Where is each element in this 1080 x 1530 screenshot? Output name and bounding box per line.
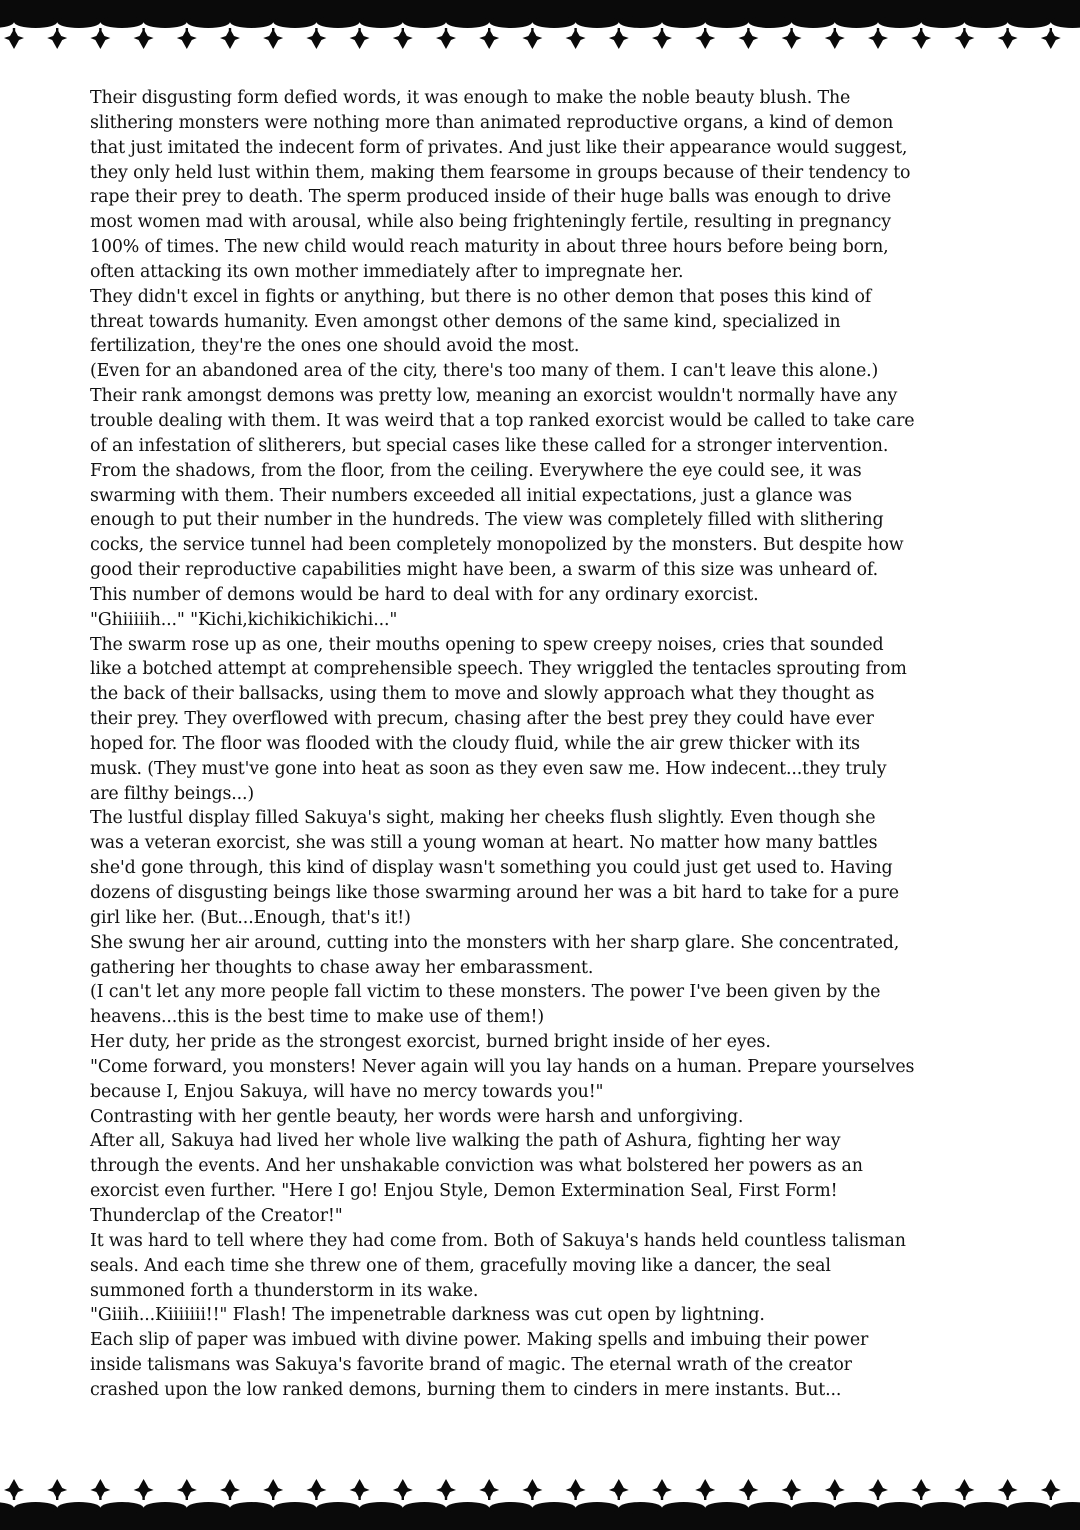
border-scallop bbox=[619, 1502, 662, 1514]
border-scallop bbox=[792, 1502, 835, 1514]
text-line: slithering monsters were nothing more than animated reproductive organs, a kind of demon bbox=[90, 112, 894, 133]
ornament-stem bbox=[488, 1488, 490, 1500]
text-line: heavens...this is the best time to make use of them!) bbox=[90, 1007, 545, 1028]
border-scallop bbox=[964, 16, 1007, 28]
text-line: 100% of times. The new child would reach maturity in about three hours before being born, bbox=[90, 237, 889, 258]
border-scallop bbox=[187, 1502, 230, 1514]
text-line: good their reproductive capabilities might have been, a swarm of this size was unheard of. bbox=[90, 560, 878, 581]
border-scallop bbox=[489, 16, 532, 28]
ornament-stem bbox=[704, 1488, 706, 1500]
border-scallop bbox=[964, 1502, 1007, 1514]
text-line: their prey. They overflowed with precum, chasing after the best prey they could have ever bbox=[90, 709, 874, 730]
ornament-stem bbox=[142, 28, 144, 40]
text-line: seals. And each time she threw one of them, gracefully moving like a dancer, the seal bbox=[90, 1255, 831, 1276]
text-line: The swarm rose up as one, their mouths opening to spew creepy noises, cries that sounded bbox=[90, 634, 884, 655]
text-line: because I, Enjou Sakuya, will have no mercy towards you!" bbox=[90, 1081, 604, 1102]
border-scallop bbox=[576, 16, 619, 28]
text-line: After all, Sakuya had lived her whole live walking the path of Ashura, fighting her way bbox=[90, 1131, 841, 1152]
border-scallop bbox=[230, 16, 273, 28]
text-line: Contrasting with her gentle beauty, her words were harsh and unforgiving. bbox=[90, 1106, 744, 1127]
ornament-stem bbox=[229, 1488, 231, 1500]
border-scallop bbox=[360, 16, 403, 28]
border-scallop bbox=[921, 1502, 964, 1514]
ornament-stem bbox=[1006, 28, 1008, 40]
border-scallop bbox=[1008, 16, 1051, 28]
text-line: enough to put their number in the hundreds. The view was completely filled with slithering bbox=[90, 510, 884, 531]
text-line: The lustful display filled Sakuya's sight, making her cheeks flush slightly. Even though she bbox=[90, 808, 876, 829]
ornament-stem bbox=[186, 1488, 188, 1500]
ornament-stem bbox=[661, 28, 663, 40]
ornament-stem bbox=[13, 28, 15, 40]
text-line: Their rank amongst demons was pretty low, meaning an exorcist wouldn't normally have any bbox=[90, 386, 898, 407]
text-line: trouble dealing with them. It was weird that a top ranked exorcist would be called to take care bbox=[90, 410, 915, 431]
text-line: (I can't let any more people fall victim to these monsters. The power I've been given by the bbox=[90, 982, 881, 1003]
text-line: This number of demons would be hard to deal with for any ordinary exorcist. bbox=[90, 584, 759, 605]
border-scallop bbox=[921, 16, 964, 28]
ornament-stem bbox=[402, 28, 404, 40]
ornament-stem bbox=[834, 28, 836, 40]
text-line: the back of their ballsacks, using them to move and slowly approach what they thought as bbox=[90, 684, 875, 705]
ornament-stem bbox=[877, 28, 879, 40]
text-line: "Come forward, you monsters! Never again will you lay hands on a human. Prepare yourselves bbox=[90, 1056, 915, 1077]
border-scallop bbox=[273, 1502, 316, 1514]
border-scallop bbox=[100, 16, 143, 28]
text-line: hoped for. The floor was flooded with the cloudy fluid, while the air grew thicker with its bbox=[90, 733, 860, 754]
border-scallop bbox=[576, 1502, 619, 1514]
ornament-stem bbox=[315, 28, 317, 40]
text-line: They didn't excel in fights or anything, but there is no other demon that poses this kind of bbox=[90, 286, 872, 307]
border-scallop bbox=[230, 1502, 273, 1514]
border-scallop bbox=[748, 16, 791, 28]
text-line: Thunderclap of the Creator!" bbox=[90, 1205, 343, 1226]
ornament-stem bbox=[99, 1488, 101, 1500]
text-line: that just imitated the indecent form of privates. And just like their appearance would suggest, bbox=[90, 137, 908, 158]
text-line: musk. (They must've gone into heat as soon as they even saw me. How indecent...they truly bbox=[90, 758, 887, 779]
ornament-stem bbox=[661, 1488, 663, 1500]
text-line: crashed upon the low ranked demons, burning them to cinders in mere instants. But... bbox=[90, 1379, 842, 1400]
border-scallop bbox=[835, 16, 878, 28]
text-line: Her duty, her pride as the strongest exorcist, burned bright inside of her eyes. bbox=[90, 1032, 771, 1053]
ornament-stem bbox=[1050, 28, 1052, 40]
ornament-stem bbox=[834, 1488, 836, 1500]
top-ornamental-border bbox=[0, 0, 1080, 58]
text-line: they only held lust within them, making them fearsome in groups because of their tendency to bbox=[90, 162, 911, 183]
border-scallop bbox=[878, 16, 921, 28]
text-line: "Giiih...Kiiiiiii!!" Flash! The impenetrable darkness was cut open by lightning. bbox=[90, 1305, 765, 1326]
border-scallop bbox=[705, 1502, 748, 1514]
ornament-stem bbox=[531, 28, 533, 40]
ornament-stem bbox=[445, 1488, 447, 1500]
border-scallop bbox=[360, 1502, 403, 1514]
ornament-stem bbox=[1006, 1488, 1008, 1500]
border-scallop bbox=[57, 16, 100, 28]
ornament-stem bbox=[747, 28, 749, 40]
text-line: fertilization, they're the ones one should avoid the most. bbox=[90, 336, 580, 357]
ornament-stem bbox=[13, 1488, 15, 1500]
ornament-stem bbox=[920, 1488, 922, 1500]
ornament-stem bbox=[704, 28, 706, 40]
border-scallop bbox=[316, 1502, 359, 1514]
ornament-stem bbox=[790, 28, 792, 40]
border-scallop bbox=[14, 1502, 57, 1514]
ornament-stem bbox=[358, 1488, 360, 1500]
ornament-stem bbox=[272, 28, 274, 40]
ornament-stem bbox=[790, 1488, 792, 1500]
text-line: of an infestation of slitherers, but special cases like these called for a stronger intervention. bbox=[90, 435, 889, 456]
ornament-stem bbox=[445, 28, 447, 40]
border-scallop bbox=[403, 16, 446, 28]
ornament-stem bbox=[186, 28, 188, 40]
text-line: most women mad with arousal, while also being frighteningly fertile, resulting in pregnancy bbox=[90, 212, 891, 233]
text-line: through the events. And her unshakable conviction was what bolstered her powers as an bbox=[90, 1156, 863, 1177]
ornament-stem bbox=[531, 1488, 533, 1500]
ornament-stem bbox=[877, 1488, 879, 1500]
ornament-stem bbox=[272, 1488, 274, 1500]
border-scallop bbox=[662, 16, 705, 28]
border-scallop bbox=[144, 16, 187, 28]
text-line: (Even for an abandoned area of the city, there's too many of them. I can't leave this alone.) bbox=[90, 361, 879, 382]
border-scallop bbox=[446, 16, 489, 28]
ornament-stem bbox=[747, 1488, 749, 1500]
border-scallop bbox=[835, 1502, 878, 1514]
text-line: summoned forth a thunderstorm in its wake. bbox=[90, 1280, 479, 1301]
ornament-stem bbox=[56, 1488, 58, 1500]
ornament-stem bbox=[56, 28, 58, 40]
top-border-ornaments bbox=[0, 0, 1080, 58]
text-line: Their disgusting form defied words, it was enough to make the noble beauty blush. The bbox=[90, 88, 851, 108]
border-scallop bbox=[403, 1502, 446, 1514]
ornament-stem bbox=[618, 1488, 620, 1500]
ornament-stem bbox=[618, 28, 620, 40]
text-line: Each slip of paper was imbued with divine power. Making spells and imbuing their power bbox=[90, 1330, 869, 1351]
text-line: are filthy beings...) bbox=[90, 783, 255, 804]
text-line: From the shadows, from the floor, from the ceiling. Everywhere the eye could see, it was bbox=[90, 460, 862, 481]
ornament-stem bbox=[574, 28, 576, 40]
text-line: "Ghiiiiih..." "Kichi,kichikichikichi..." bbox=[90, 609, 398, 630]
border-scallop bbox=[14, 16, 57, 28]
border-scallop bbox=[144, 1502, 187, 1514]
text-line: rape their prey to death. The sperm produced inside of their huge balls was enough to drive bbox=[90, 187, 892, 208]
ornament-stem bbox=[315, 1488, 317, 1500]
ornament-stem bbox=[920, 28, 922, 40]
border-scallop bbox=[1008, 1502, 1051, 1514]
border-scallop bbox=[446, 1502, 489, 1514]
text-line: swarming with them. Their numbers exceeded all initial expectations, just a glance was bbox=[90, 485, 852, 506]
text-line: She swung her air around, cutting into the monsters with her sharp glare. She concentrated, bbox=[90, 932, 900, 953]
border-scallop bbox=[187, 16, 230, 28]
text-line: dozens of disgusting beings like those swarming around her was a bit hard to take for a pure bbox=[90, 883, 899, 903]
text-line: girl like her. (But...Enough, that's it!) bbox=[90, 907, 411, 928]
text-line: gathering her thoughts to chase away her embarassment. bbox=[90, 957, 594, 978]
text-line: It was hard to tell where they had come from. Both of Sakuya's hands held countless talisman bbox=[90, 1230, 906, 1251]
border-scallop bbox=[489, 1502, 532, 1514]
ornament-stem bbox=[99, 28, 101, 40]
ornament-stem bbox=[402, 1488, 404, 1500]
border-scallop bbox=[705, 16, 748, 28]
border-scallop bbox=[100, 1502, 143, 1514]
border-scallop bbox=[57, 1502, 100, 1514]
ornament-stem bbox=[574, 1488, 576, 1500]
border-scallop bbox=[748, 1502, 791, 1514]
border-scallop bbox=[273, 16, 316, 28]
border-scallop bbox=[532, 1502, 575, 1514]
ornament-stem bbox=[963, 28, 965, 40]
story-text-block bbox=[90, 86, 1002, 1403]
ornament-stem bbox=[963, 1488, 965, 1500]
border-scallop bbox=[316, 16, 359, 28]
border-scallop bbox=[792, 16, 835, 28]
text-line: cocks, the service tunnel had been completely monopolized by the monsters. But despite how bbox=[90, 535, 904, 556]
text-line: was a veteran exorcist, she was still a young woman at heart. No matter how many battles bbox=[90, 833, 878, 854]
border-scallop bbox=[878, 1502, 921, 1514]
ornament-stem bbox=[488, 28, 490, 40]
text-line: often attacking its own mother immediately after to impregnate her. bbox=[90, 261, 684, 282]
ornament-stem bbox=[229, 28, 231, 40]
text-line: inside talismans was Sakuya's favorite brand of magic. The eternal wrath of the creator bbox=[90, 1355, 852, 1376]
bottom-ornamental-border bbox=[0, 1462, 1080, 1530]
text-line: she'd gone through, this kind of display wasn't something you could just get used to. Having bbox=[90, 858, 893, 879]
ornament-stem bbox=[1050, 1488, 1052, 1500]
border-scallop bbox=[532, 16, 575, 28]
text-line: like a botched attempt at comprehensible speech. They wriggled the tentacles sprouting from bbox=[90, 659, 907, 680]
border-scallop bbox=[619, 16, 662, 28]
border-scallop bbox=[662, 1502, 705, 1514]
bottom-border-ornaments bbox=[0, 1462, 1080, 1530]
ornament-stem bbox=[358, 28, 360, 40]
text-line: exorcist even further. "Here I go! Enjou Style, Demon Extermination Seal, First Form! bbox=[90, 1181, 838, 1202]
text-line: threat towards humanity. Even amongst other demons of the same kind, specialized in bbox=[90, 311, 841, 332]
ornament-stem bbox=[142, 1488, 144, 1500]
